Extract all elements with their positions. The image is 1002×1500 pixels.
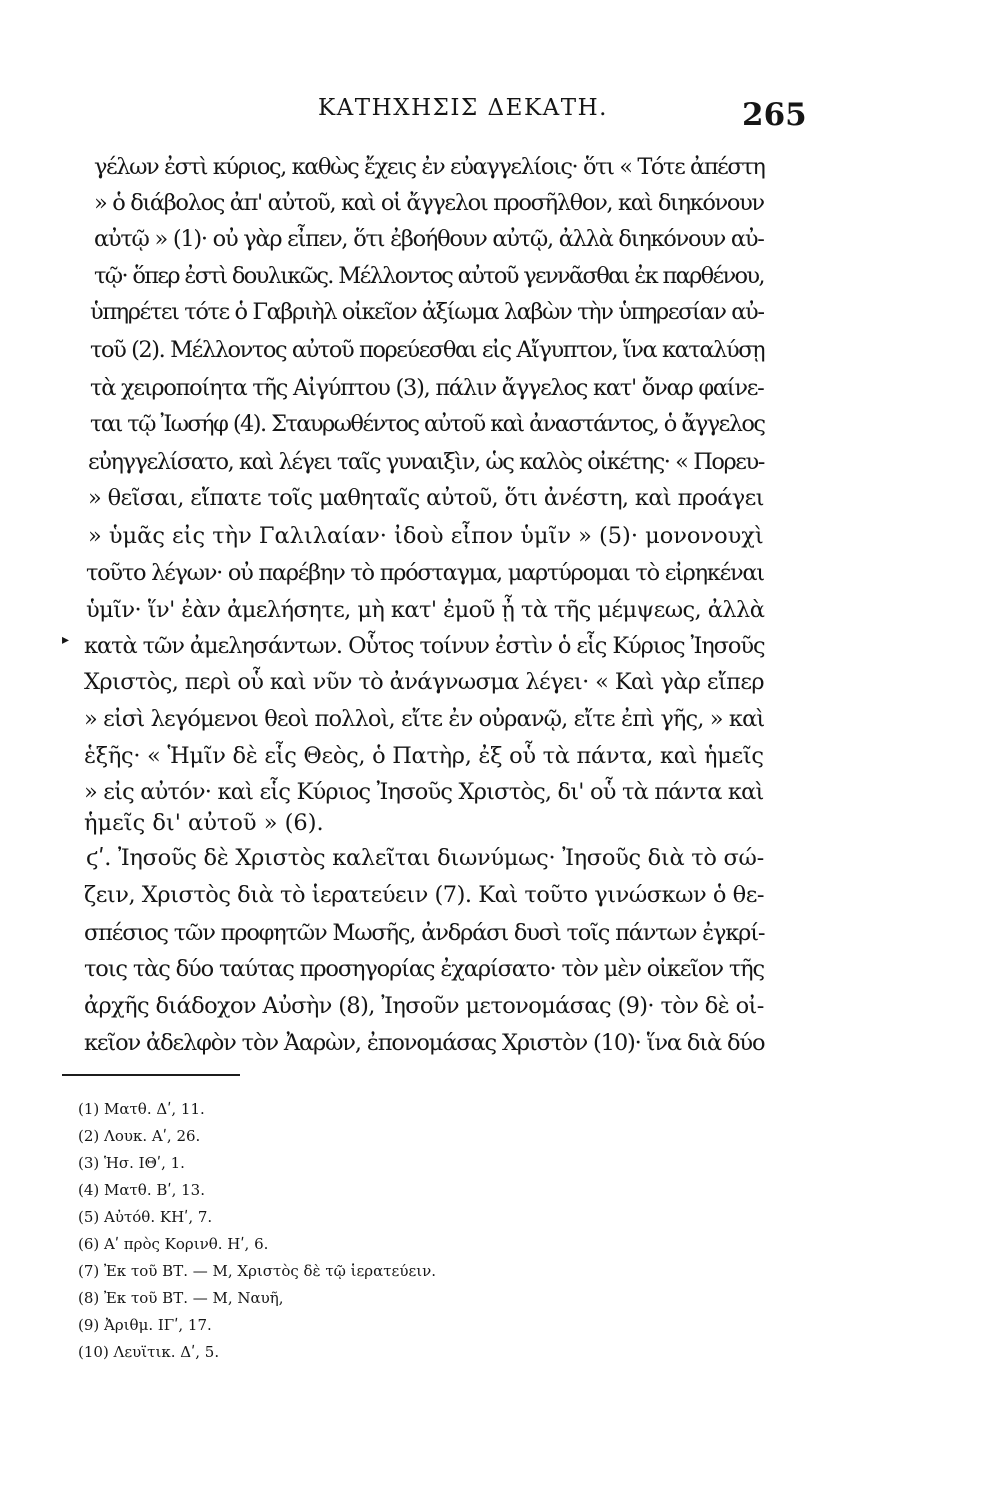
footnote: (7) Ἐκ τοῦ ΒΤ. — Μ, Χριστὸς δὲ τῷ ἱερατεύειν. [78, 1262, 436, 1280]
footnote: (10) Λευϊτικ. Δʹ, 5. [78, 1343, 220, 1361]
text-line: ὑπηρέτει τότε ὁ Γαβριὴλ οἰκεῖον ἀξίωμα λαβὼν τὴν ὑπηρεσίαν αὐ- [90, 299, 764, 325]
text-line: τῷ· ὅπερ ἐστὶ δουλικῶς. Μέλλοντος αὐτοῦ γεννᾶσθαι ἐκ παρθένου, [94, 263, 764, 289]
text-line: ὑμῖν· ἵν' ἐὰν ἀμελήσητε, μὴ κατ' ἐμοῦ ᾖ τὰ τῆς μέμψεως, ἀλλὰ [86, 597, 765, 623]
text-line: τοις τὰς δύο ταύτας προσηγορίας ἐχαρίσατο· τὸν μὲν οἰκεῖον τῆς [84, 956, 764, 982]
text-line: αὐτῷ » (1)· οὐ γὰρ εἶπεν, ὅτι ἐβοήθουν αὐτῷ, ἀλλὰ διηκόνουν αὐ- [94, 226, 764, 252]
text-line: τοῦ (2). Μέλλοντος αὐτοῦ πορεύεσθαι εἰς Αἴγυπτον, ἵνα καταλύσῃ [90, 337, 765, 363]
footnote-rule [62, 1074, 240, 1076]
text-line: γέλων ἐστὶ κύριος, καθὼς ἔχεις ἐν εὐαγγελίοις· ὅτι « Τότε ἀπέστη [94, 154, 765, 180]
text-line: εὐηγγελίσατο, καὶ λέγει ταῖς γυναιξὶν, ὡς καλὸς οἰκέτης· « Πορευ- [88, 449, 764, 475]
text-line: σπέσιος τῶν προφητῶν Μωσῆς, ἀνδράσι δυσὶ τοῖς πάντων ἐγκρί- [84, 920, 765, 946]
footnote: (4) Ματθ. Βʹ, 13. [78, 1181, 205, 1199]
text-line: » θεῖσαι, εἴπατε τοῖς μαθηταῖς αὐτοῦ, ὅτι ἀνέστη, καὶ προάγει [88, 485, 764, 511]
text-line: » ὁ διάβολος ἀπ' αὐτοῦ, καὶ οἱ ἄγγελοι προσῆλθον, καὶ διηκόνουν [94, 190, 764, 216]
footnote: (2) Λουκ. Αʹ, 26. [78, 1127, 201, 1145]
text-line: » ὑμᾶς εἰς τὴν Γαλιλαίαν· ἰδοὺ εἶπον ὑμῖν » (5)· μονονουχὶ [88, 523, 764, 549]
margin-mark: ▸ [62, 632, 70, 648]
text-line: Χριστὸς, περὶ οὗ καὶ νῦν τὸ ἀνάγνωσμα λέγει· « Καὶ γὰρ εἴπερ [84, 669, 764, 695]
footnote: (5) Αὐτόθ. ΚΗʹ, 7. [78, 1208, 213, 1226]
page-number: 265 [742, 97, 807, 133]
text-line: ται τῷ Ἰωσήφ (4). Σταυρωθέντος αὐτοῦ καὶ ἀναστάντος, ὁ ἄγγελος [90, 411, 765, 437]
footnote: (1) Ματθ. Δʹ, 11. [78, 1100, 205, 1118]
running-head-title: ΚΑΤΗΧΗΣΙΣ ΔΕΚΑΤΗ. [318, 95, 608, 121]
text-line: κατὰ τῶν ἀμελησάντων. Οὗτος τοίνυν ἐστὶν ὁ εἷς Κύριος Ἰησοῦς [84, 633, 765, 659]
footnote: (6) Αʹ πρὸς Κορινθ. Ηʹ, 6. [78, 1235, 269, 1253]
footnote: (9) Ἀριθμ. ΙΓʹ, 17. [78, 1316, 212, 1334]
text-line: τοῦτο λέγων· οὐ παρέβην τὸ πρόσταγμα, μαρτύρομαι τὸ εἰρηκέναι [86, 560, 764, 586]
text-line: κεῖον ἀδελφὸν τὸν Ἀαρὼν, ἐπονομάσας Χριστὸν (10)· ἵνα διὰ δύο [84, 1030, 765, 1056]
text-line: ζειν, Χριστὸς διὰ τὸ ἱερατεύειν (7). Καὶ τοῦτο γινώσκων ὁ θε- [84, 882, 765, 908]
footnote: (3) Ἡσ. ΙΘʹ, 1. [78, 1154, 185, 1172]
text-line: ϛʹ. Ἰησοῦς δὲ Χριστὸς καλεῖται διωνύμως· Ἰησοῦς διὰ τὸ σώ- [86, 845, 764, 871]
text-line: » εἰς αὐτόν· καὶ εἷς Κύριος Ἰησοῦς Χριστὸς, δι' οὗ τὰ πάντα καὶ [84, 779, 764, 805]
text-line: ἡμεῖς δι' αὐτοῦ » (6). [84, 810, 324, 836]
text-line: τὰ χειροποίητα τῆς Αἰγύπτου (3), πάλιν ἄγγελος κατ' ὄναρ φαίνε- [90, 375, 764, 401]
footnote: (8) Ἐκ τοῦ ΒΤ. — Μ, Ναυῆ, [78, 1289, 284, 1307]
text-line: ἀρχῆς διάδοχον Αὐσὴν (8), Ἰησοῦν μετονομάσας (9)· τὸν δὲ οἰ- [84, 993, 764, 1019]
text-line: ἑξῆς· « Ἡμῖν δὲ εἷς Θεὸς, ὁ Πατὴρ, ἐξ οὗ τὰ πάντα, καὶ ἡμεῖς [84, 743, 764, 769]
text-line: » εἰσὶ λεγόμενοι θεοὶ πολλοὶ, εἴτε ἐν οὐρανῷ, εἴτε ἐπὶ γῆς, » καὶ [84, 706, 765, 732]
